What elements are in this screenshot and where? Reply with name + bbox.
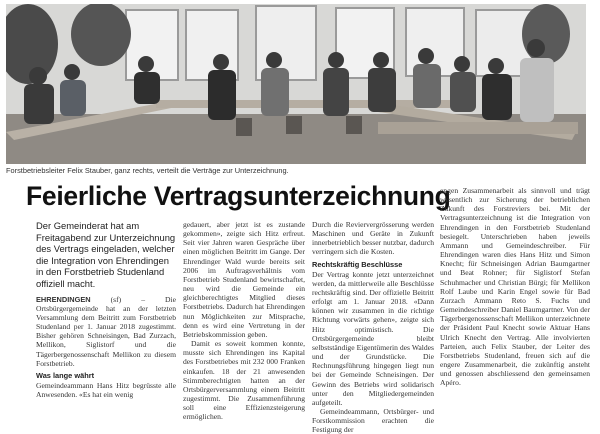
article-paragraph: Gemeindeammann Hans Hitz begrüsste alle Anwesenden. «Es hat ein wenig xyxy=(36,380,176,399)
article-paragraph: gedauert, aber jetzt ist es zustande gekommen», zeigte sich Hitz erfreut. Seit vier Jahren waren Gespräche über einen möglichen Beitritt im Gange. Der Ehrendinger Wald wurde bereits seit 2006 im Auftragsverhältnis vom Forstbetrieb Studenland bewirtschaftet, neu wird die Gemeinde ein gleichberechtigtes Mitglied dieses Forstbetriebs. Dadurch hat Ehrendingen nun Möglichkeiten zur Mitsprache, denn es wird eine Vertretung in der Betriebskommission geben. xyxy=(183,220,305,339)
subheading: Was lange währt xyxy=(36,370,95,380)
subheading: Rechtskräftig Beschlüsse xyxy=(312,259,403,269)
ceremony-photo-image xyxy=(6,4,586,164)
article-paragraph: Durch die Reviervergrösserung werden Maschinen und Geräte in Zukunft innerbetrieblich besser nutzbar, dadurch verringern sich die Kosten. xyxy=(312,220,434,257)
photo-caption: Forstbetriebsleiter Felix Stauber, ganz rechts, verteilt die Verträge zur Unterzeichnung. xyxy=(6,166,289,175)
ceremony-photo xyxy=(6,4,586,164)
article-paragraph: Gemeindeammann, Ortsbürger- und Forstkommission erachten die Festigung der xyxy=(312,406,434,434)
article-headline: Feierliche Vertragsunterzeichnung xyxy=(26,181,451,211)
article-paragraph: engen Zusammenarbeit als sinnvoll und trägt wesentlich zur Sicherung der betrieblichen Zukunft des Forstreviers bei. Mit der Vertragsunterzeichnung ist die Integration von Ehrendingen in den Forstbetrieb Studenland besiegelt. Unterschrieben haben jeweils Ammann und Gemeindeschreiber. Für Ehrendingen waren dies Hans Hitz und Simon Knecht; für Schneisingen Adrian Baumgartner und Beat Rohner; für Siglistorf Stefan Schuhmacher und Christian Bürgi; für Mellikon Rolf Laube und Karin Engel sowie für Bad Zurzach Ammann Reto S. Fuchs und Gemeindeschreiber Daniel Baumgartner. Von der Tägerbergenossenschaft Mellikon unterzeichnete der Präsident Paul Knecht sowie Aktuar Hans Ulrich Knecht den Vertrag. Alle involvierten Parteien, auch Felix Stauber, der Leiter des Forstbetriebs Studenland, freuen sich auf die engere Zusammenarbeit, die zukünftig ansteht und genossen abschliessend den gemeinsamen Apéro. xyxy=(440,186,590,388)
dateline: EHRENDINGEN xyxy=(36,294,91,304)
article-column-1 xyxy=(36,220,176,399)
article-column-3 xyxy=(312,220,434,434)
article-column-2 xyxy=(183,220,305,421)
article-lead: Der Gemeinderat hat am Freitagabend zur Unterzeichnung des Vertrags eingeladen, welcher die Integration von Ehrendingen in den Forstbetrieb Studenland offiziell macht. xyxy=(36,220,176,289)
article-paragraph: Damit es soweit kommen konnte, musste sich Ehrendingen ins Kapital des Forstbetriebes mit 232 000 Franken einkaufen. 18 der 21 anwesenden Stimmberechtigten hatten an der Ortsbürgerversammlung einem Beitritt zugestimmt. Die Zusammenführung soll eine Effizienzsteigerung ermöglichen. xyxy=(183,339,305,422)
article-paragraph xyxy=(36,295,176,368)
article-paragraph: Der Vertrag konnte jetzt unterzeichnet werden, da mittlerweile alle Beschlüsse rechtskräftig sind. Der offizielle Beitritt erfolgt am 1. Januar 2018. «Dann können wir zusammen in die richtige Richtung vorwärts gehen», zeigte sich Hitz optimistisch. Die Ortsbürgergemeinde bleibt selbstständige Eigentümerin des Waldes und der Grundstücke. Die Rechnungsführung hingegen liegt nun bei der Gemeinde Schneisingen. Der Gewinn des Betriebs wird solidarisch unter den Mitgliedergemeinden aufgeteilt. xyxy=(312,269,434,407)
paragraph-text: (sf) – Die Ortsbürgergemeinde hat an der letzten Versammlung dem Beitritt zum Forstbetrieb Studenland per 1. Januar 2018 zugestimmt. Bisher gehören Schneisingen, Bad Zurzach, Mellikon, Siglistorf und die Tägerbergenossenschaft Mellikon zu diesem Forstbetrieb. xyxy=(36,294,176,368)
article-column-4 xyxy=(440,186,590,387)
